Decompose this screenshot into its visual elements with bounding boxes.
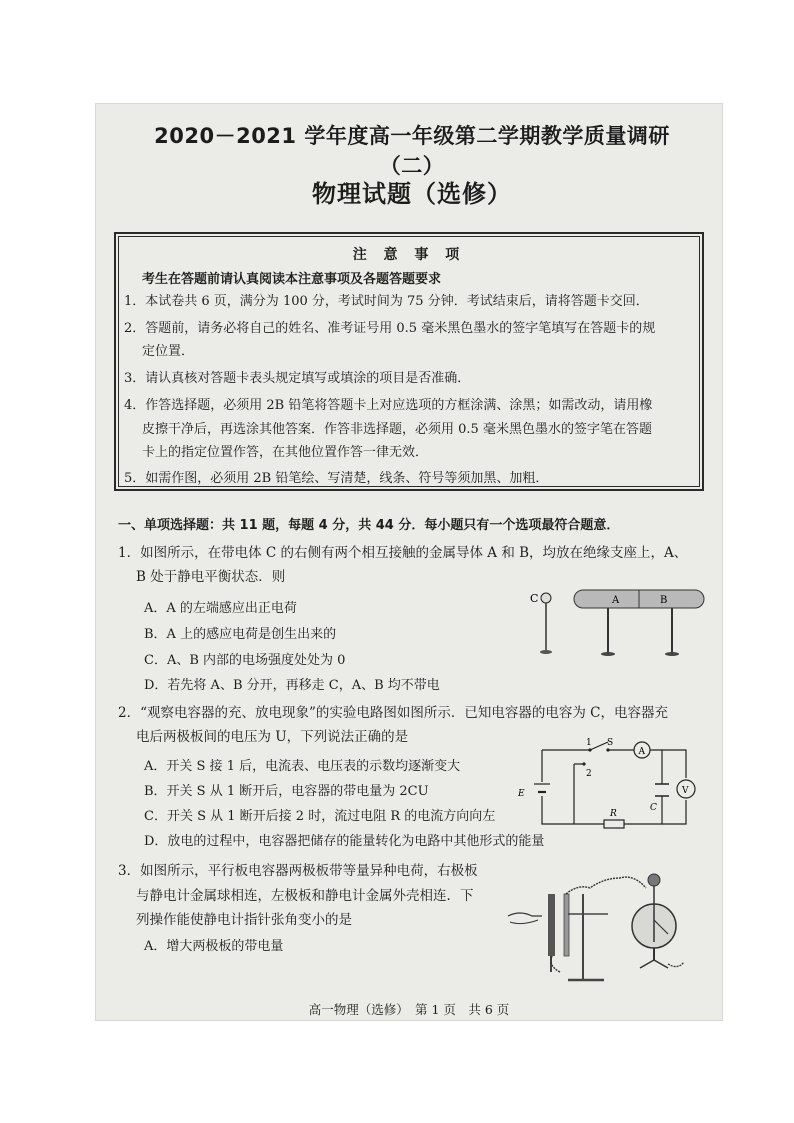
- ammeter-label: A: [638, 747, 645, 757]
- q1-option: A．A 的左端感应出正电荷: [144, 601, 297, 616]
- q2-stem: 电后两极板间的电压为 U，下列说法正确的是: [136, 729, 409, 745]
- q1-stem: B 处于静电平衡状态．则: [136, 569, 286, 585]
- voltmeter-label: V: [682, 786, 689, 796]
- q2-circuit-figure: [512, 736, 702, 828]
- q2-option: A．开关 S 接 1 后，电流表、电压表的示数均逐渐变大: [144, 759, 461, 774]
- notice-item: 2．答题前，请务必将自己的姓名、准考证号用 0.5 毫米黑色墨水的签字笔填写在答题卡的规: [124, 321, 656, 336]
- notice-item: 5．如需作图，必须用 2B 铅笔绘、写清楚，线条、符号等须加黑、加粗．: [124, 471, 549, 486]
- exam-title: 2020－2021 学年度高一年级第二学期教学质量调研（二）: [154, 124, 670, 178]
- notice-subtitle: 考生在答题前请认真阅读本注意事项及各题答题要求: [142, 272, 442, 287]
- q1-option: C．A、B 内部的电场强度处处为 0: [144, 653, 346, 668]
- capacitor-label: C: [650, 803, 657, 813]
- notice-item: 卡上的指定位置作答，在其他位置作答一律无效．: [142, 445, 429, 460]
- q1-stem: 1．如图所示，在带电体 C 的右侧有两个相互接触的金属导体 A 和 B，均放在绝缘支座上，A、: [118, 545, 688, 561]
- q3-electrometer-figure: [508, 864, 708, 984]
- switch-pos-1: 1: [586, 738, 592, 748]
- notice-item: 皮擦干净后，再选涂其他答案．作答非选择题，必须用 0.5 毫米黑色墨水的签字笔在答题: [142, 422, 652, 437]
- battery-label: E: [518, 789, 525, 799]
- notice-title: 注 意 事 项: [352, 247, 466, 263]
- notice-box: [114, 232, 704, 491]
- section-heading: 一、单项选择题：共 11 题，每题 4 分，共 44 分．每小题只有一个选项最符合题意．: [118, 518, 620, 533]
- notice-item: 1．本试卷共 6 页，满分为 100 分，考试时间为 75 分钟．考试结束后，请将答题卡交回．: [124, 294, 649, 309]
- notice-item: 3．请认真核对答题卡表头规定填写或填涂的项目是否准确．: [124, 371, 471, 386]
- exam-page: [96, 104, 722, 1020]
- resistor-label: R: [610, 809, 617, 819]
- label-b: B: [660, 595, 668, 606]
- label-c: C: [530, 592, 539, 605]
- label-a: A: [612, 595, 620, 606]
- q2-stem: 2．“观察电容器的充、放电现象”的实验电路图如图所示．已知电容器的电容为 C，电容器充: [118, 705, 669, 721]
- q3-option: A．增大两极板的带电量: [144, 939, 284, 954]
- q3-stem: 与静电计金属球相连，左极板和静电计金属外壳相连．下: [136, 888, 474, 904]
- switch-pos-2: 2: [586, 769, 592, 779]
- q1-option: D．若先将 A、B 分开，再移走 C，A、B 均不带电: [144, 678, 440, 693]
- switch-label: S: [607, 738, 614, 748]
- notice-item: 定位置．: [142, 344, 195, 359]
- q3-stem: 列操作能使静电计指针张角变小的是: [136, 912, 352, 928]
- exam-subtitle: 物理试题（选修）: [312, 180, 512, 208]
- q1-figure: [530, 582, 710, 662]
- q2-option: D．放电的过程中，电容器把储存的能量转化为电路中其他形式的能量: [144, 834, 545, 849]
- q2-option: C．开关 S 从 1 断开后接 2 时，流过电阻 R 的电流方向向左: [144, 809, 496, 824]
- q3-stem: 3．如图所示，平行板电容器两极板带等量异种电荷，右极板: [118, 863, 478, 879]
- q1-option: B．A 上的感应电荷是创生出来的: [144, 627, 337, 642]
- page-footer: 高一物理（选修） 第 1 页 共 6 页: [308, 1002, 510, 1017]
- q2-option: B．开关 S 从 1 断开后，电容器的带电量为 2CU: [144, 784, 429, 799]
- notice-item: 4．作答选择题，必须用 2B 铅笔将答题卡上对应选项的方框涂满、涂黑；如需改动，请用橡: [124, 398, 653, 413]
